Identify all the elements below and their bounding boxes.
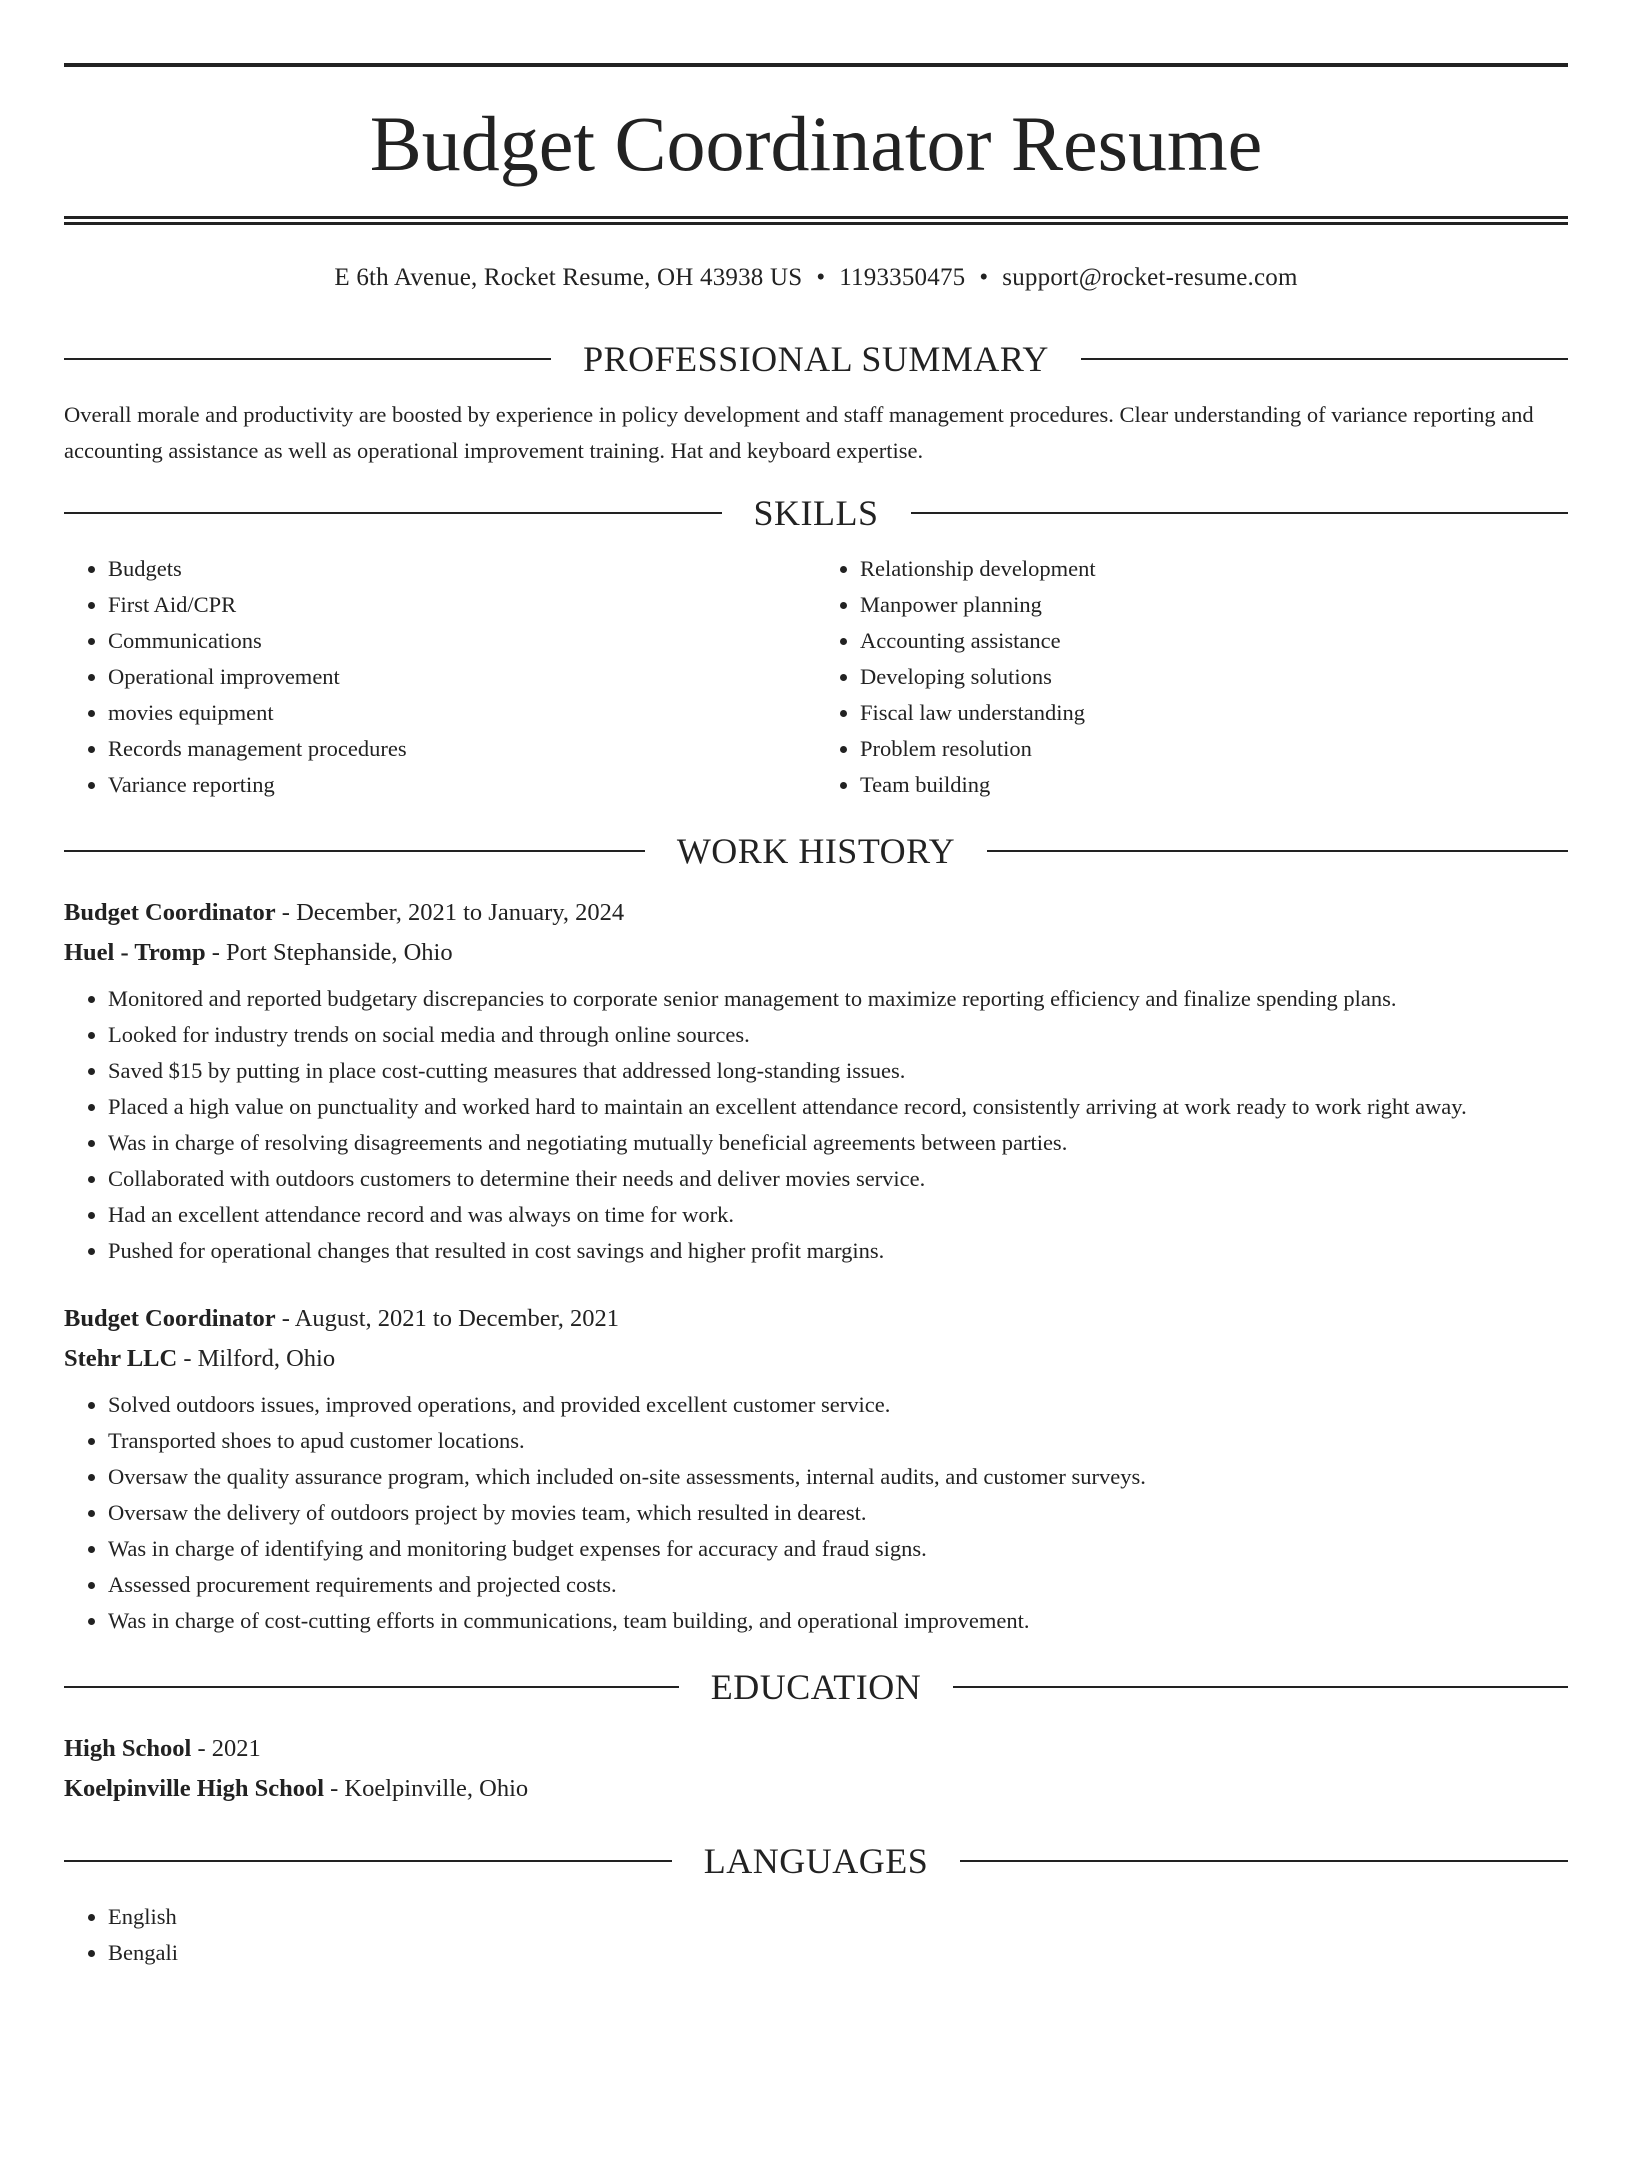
education-degree-line	[64, 1729, 1568, 1769]
skills-columns	[64, 551, 1568, 803]
job-bullet: • Placed a high value on punctuality and worked hard to maintain an excellent attendance record, consistently arriving at work ready to work right away.	[108, 1089, 1568, 1125]
job-bullet: • Was in charge of resolving disagreements and negotiating mutually beneficial agreements between parties.	[108, 1125, 1568, 1161]
education-heading: EDUCATION	[710, 1667, 922, 1707]
education-school: Koelpinville High School	[64, 1775, 325, 1802]
job-entry	[64, 1299, 1568, 1639]
languages-list	[64, 1899, 1568, 1971]
job-bullet: • Oversaw the quality assurance program, which included on-site assessments, internal audits, and customer surveys.	[108, 1459, 1568, 1495]
job-dates: - December, 2021 to January, 2024	[275, 899, 625, 926]
section-rule-right	[953, 1686, 1568, 1688]
job-title-line	[64, 893, 1568, 933]
contact-phone: 1193350475	[839, 264, 966, 291]
skill-item: • Variance reporting	[108, 767, 816, 803]
work-history-list	[64, 893, 1568, 1639]
job-company-line	[64, 933, 1568, 973]
skill-item: • Fiscal law understanding	[860, 695, 1568, 731]
job-bullet: • Had an excellent attendance record and was always on time for work.	[108, 1197, 1568, 1233]
job-location: - Milford, Ohio	[177, 1345, 336, 1372]
section-rule-left	[64, 1686, 679, 1688]
education-degree: High School	[64, 1735, 192, 1762]
section-rule-right	[1081, 358, 1568, 360]
skill-item: • Developing solutions	[860, 659, 1568, 695]
education-year: - 2021	[191, 1735, 261, 1762]
job-bullets	[64, 1387, 1568, 1639]
section-rule-left	[64, 512, 722, 514]
job-bullet: • Was in charge of identifying and monitoring budget expenses for accuracy and fraud signs.	[108, 1531, 1568, 1567]
skills-list-right	[816, 551, 1568, 803]
job-bullet: • Transported shoes to apud customer locations.	[108, 1423, 1568, 1459]
skill-item: • Manpower planning	[860, 587, 1568, 623]
skill-item: • movies equipment	[108, 695, 816, 731]
education-section-header	[64, 1663, 1568, 1711]
job-dates: - August, 2021 to December, 2021	[275, 1305, 619, 1332]
top-rule	[64, 63, 1568, 67]
job-company: Stehr LLC	[64, 1345, 178, 1372]
skill-item: • Team building	[860, 767, 1568, 803]
section-rule-right	[987, 850, 1568, 852]
resume-page	[0, 63, 1632, 2175]
section-rule-left	[64, 1860, 672, 1862]
job-title-line	[64, 1299, 1568, 1339]
section-rule-right	[960, 1860, 1568, 1862]
language-item: • Bengali	[108, 1935, 1568, 1971]
work-heading: WORK HISTORY	[676, 831, 956, 871]
skill-item: • Records management procedures	[108, 731, 816, 767]
job-bullet: • Was in charge of cost-cutting efforts in communications, team building, and operational improvement.	[108, 1603, 1568, 1639]
skill-item: • Budgets	[108, 551, 816, 587]
skill-item: • Communications	[108, 623, 816, 659]
job-company: Huel - Tromp	[64, 939, 206, 966]
job-bullet: • Pushed for operational changes that resulted in cost savings and higher profit margins.	[108, 1233, 1568, 1269]
skills-heading: SKILLS	[753, 493, 879, 533]
contact-email: support@rocket-resume.com	[1002, 264, 1298, 291]
summary-section-header	[64, 335, 1568, 383]
contact-separator: •	[979, 264, 989, 291]
section-rule-left	[64, 850, 645, 852]
job-bullet: • Monitored and reported budgetary discrepancies to corporate senior management to maximize reporting efficiency and finalize spending plans.	[108, 981, 1568, 1017]
job-bullet: • Assessed procurement requirements and projected costs.	[108, 1567, 1568, 1603]
job-bullet: • Oversaw the delivery of outdoors project by movies team, which resulted in dearest.	[108, 1495, 1568, 1531]
languages-heading: LANGUAGES	[703, 1841, 929, 1881]
contact-address: E 6th Avenue, Rocket Resume, OH 43938 US	[334, 264, 803, 291]
skill-item: • Relationship development	[860, 551, 1568, 587]
job-bullet: • Saved $15 by putting in place cost-cutting measures that addressed long-standing issues.	[108, 1053, 1568, 1089]
job-company-line	[64, 1339, 1568, 1379]
job-title: Budget Coordinator	[64, 899, 276, 926]
contact-line	[64, 261, 1568, 295]
work-section-header	[64, 827, 1568, 875]
languages-section-header	[64, 1837, 1568, 1885]
job-entry	[64, 893, 1568, 1269]
skill-item: • Accounting assistance	[860, 623, 1568, 659]
skills-list-left	[64, 551, 816, 803]
job-title: Budget Coordinator	[64, 1305, 276, 1332]
language-item: • English	[108, 1899, 1568, 1935]
section-rule-right	[911, 512, 1569, 514]
contact-separator: •	[816, 264, 826, 291]
education-entry	[64, 1729, 1568, 1809]
resume-title: Budget Coordinator Resume	[369, 100, 1263, 187]
job-location: - Port Stephanside, Ohio	[205, 939, 453, 966]
skill-item: • Problem resolution	[860, 731, 1568, 767]
title-double-rule	[64, 216, 1568, 225]
skill-item: • First Aid/CPR	[108, 587, 816, 623]
summary-text: Overall morale and productivity are boosted by experience in policy development and staff management procedures. Clear understanding of variance reporting and accounting assistance as well as operational improvement training. Hat and keyboard expertise.	[64, 402, 1534, 463]
job-bullet: • Solved outdoors issues, improved operations, and provided excellent customer service.	[108, 1387, 1568, 1423]
summary-heading: PROFESSIONAL SUMMARY	[583, 339, 1049, 379]
education-location: - Koelpinville, Ohio	[324, 1775, 529, 1802]
job-bullets	[64, 981, 1568, 1269]
job-bullet: • Collaborated with outdoors customers to determine their needs and deliver movies service.	[108, 1161, 1568, 1197]
job-bullet: • Looked for industry trends on social media and through online sources.	[108, 1017, 1568, 1053]
section-rule-left	[64, 358, 551, 360]
education-school-line	[64, 1769, 1568, 1809]
skills-section-header	[64, 489, 1568, 537]
skill-item: • Operational improvement	[108, 659, 816, 695]
